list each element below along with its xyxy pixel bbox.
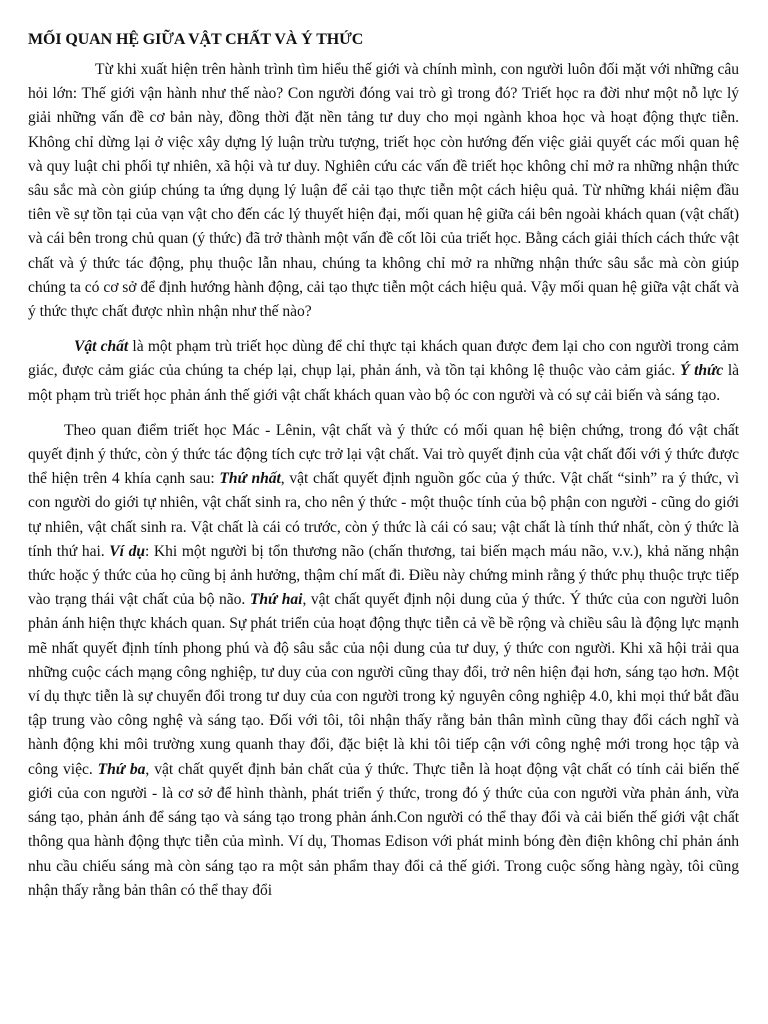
term-y-thuc: Ý thức	[679, 362, 724, 380]
term-thu-hai: Thứ hai	[249, 591, 303, 609]
paragraph-text: : Khi một người bị tổn thương não (chấn thương, tai biến mạch máu não, v.v.), khả năng nhận thức hoặc ý thức của họ cũng bị ảnh hưởng, thậm chí mất đi. Điều này chứng minh rằng ý thức phụ thuộc trực tiếp vào trạng thái vật chất của bộ não.	[28, 542, 739, 609]
paragraph-text: , vật chất quyết định nội dung của ý thức. Ý thức của con người luôn phản ánh hiện thực khách quan. Sự phát triển của hoạt động thực tiễn cả về bề rộng và chiều sâu là động lực mạnh mẽ nhất quyết định tính phong phú và độ sâu sắc của nội dung của tư duy, ý thức con người. Khi xã hội trải qua những cuộc cách mạng công nghiệp, tư duy của con người cũng thay đổi, trở nên hiện đại hơn, sáng tạo hơn. Một ví dụ thực tiễn là sự chuyển đổi trong tư duy của con người trong kỷ nguyên công nghiệp 4.0, khi mọi thứ bắt đầu tập trung vào công nghệ và sáng tạo. Đối với tôi, tôi nhận thấy rằng bản thân mình cũng thay đổi cách nghĩ và hành động khi môi trường xung quanh thay đổi, đặc biệt là khi tôi tiếp cận với công nghệ mới trong học tập và công việc.	[28, 591, 739, 778]
paragraph-text: là một phạm trù triết học phản ánh thế giới vật chất khách quan vào bộ óc con người và có sự cải biến và sáng tạo.	[28, 362, 739, 404]
paragraph-text: Theo quan điểm triết học Mác - Lênin, vật chất và ý thức có mối quan hệ biện chứng, trong đó vật chất quyết định ý thức, còn ý thức tác động tích cực trở lại vật chất. Vai trò quyết định của vật chất đối với ý thức được thể hiện trên 4 khía cạnh sau:	[28, 421, 739, 488]
document-page	[28, 28, 739, 914]
paragraph-text: , vật chất quyết định nguồn gốc của ý thức. Vật chất “sinh” ra ý thức, vì con người do giới tự nhiên, vật chất sinh ra, cho nên ý thức - một thuộc tính của bộ phận con người - cũng do giới tự nhiên, vật chất sinh ra. Vật chất là cái có trước, còn ý thức là cái có sau; vật chất là tính thứ nhất, còn ý thức là tính thứ hai.	[28, 470, 739, 560]
paragraph-text: là một phạm trù triết học dùng để chỉ thực tại khách quan được đem lại cho con người trong cảm giác, được cảm giác của chúng ta chép lại, chụp lại, phản ánh, và tồn tại không lệ thuộc vào cảm giác.	[28, 338, 739, 380]
relationship-paragraph	[28, 419, 739, 903]
paragraph-text: Từ khi xuất hiện trên hành trình tìm hiểu thế giới và chính mình, con người luôn đối mặt với những câu hỏi lớn: Thế giới vận hành như thế nào? Con người đóng vai trò gì trong đó? Triết học ra đời như một nỗ lực lý giải những vấn đề cơ bản này, đồng thời đặt nền tảng tư duy cho mọi ngành khoa học và hoạt động thực tiễn. Không chỉ dừng lại ở việc xây dựng lý luận trừu tượng, triết học còn hướng đến việc giải quyết các mối quan hệ và quy luật chi phối tự nhiên, xã hội và tư duy. Nghiên cứu các vấn đề triết học không chỉ mở ra những nhận thức sâu sắc mà còn giúp chúng ta ứng dụng lý luận để cải tạo thực tiễn một cách hiệu quả. Từ những khái niệm đầu tiên về sự tồn tại của vạn vật cho đến các lý thuyết hiện đại, mối quan hệ giữa cái bên ngoài khách quan (vật chất) và cái bên trong chủ quan (ý thức) đã trở thành một vấn đề cốt lõi của triết học. Bằng cách giải thích cách thức vật chất và ý thức tác động, phụ thuộc lẫn nhau, chúng ta không chỉ mở ra những nhận thức sâu sắc mà còn giúp chúng ta có cơ sở để định hướng hành động, cải tạo thực tiễn một cách hiệu quả. Vậy mối quan hệ giữa vật chất và ý thức thực chất được nhìn nhận như thế nào?	[28, 61, 739, 321]
term-thu-ba: Thứ ba	[97, 760, 146, 778]
paragraph-text: , vật chất quyết định bản chất của ý thức. Thực tiễn là hoạt động vật chất có tính cải biến thế giới của con người - là cơ sở để hình thành, phát triển ý thức, trong đó ý thức của con người vừa phản ánh, vừa sáng tạo, phản ánh để sáng tạo và sáng tạo trong phản ánh.Con người có thể thay đổi và cải biến thế giới vật chất thông qua hành động thực tiễn của mình. Ví dụ, Thomas Edison với phát minh bóng đèn điện không chỉ phản ánh nhu cầu chiếu sáng mà còn sáng tạo ra một sản phẩm thay đổi cả thế giới. Trong cuộc sống hàng ngày, tôi cũng nhận thấy rằng bản thân có thể thay đổi	[28, 760, 740, 899]
term-thu-nhat: Thứ nhất	[219, 470, 281, 488]
term-vat-chat: Vật chất	[74, 338, 129, 356]
definitions-paragraph	[28, 335, 739, 408]
term-vi-du: Ví dụ	[109, 542, 145, 560]
intro-paragraph	[28, 58, 739, 324]
document-title: MỐI QUAN HỆ GIỮA VẬT CHẤT VÀ Ý THỨC	[28, 31, 364, 48]
